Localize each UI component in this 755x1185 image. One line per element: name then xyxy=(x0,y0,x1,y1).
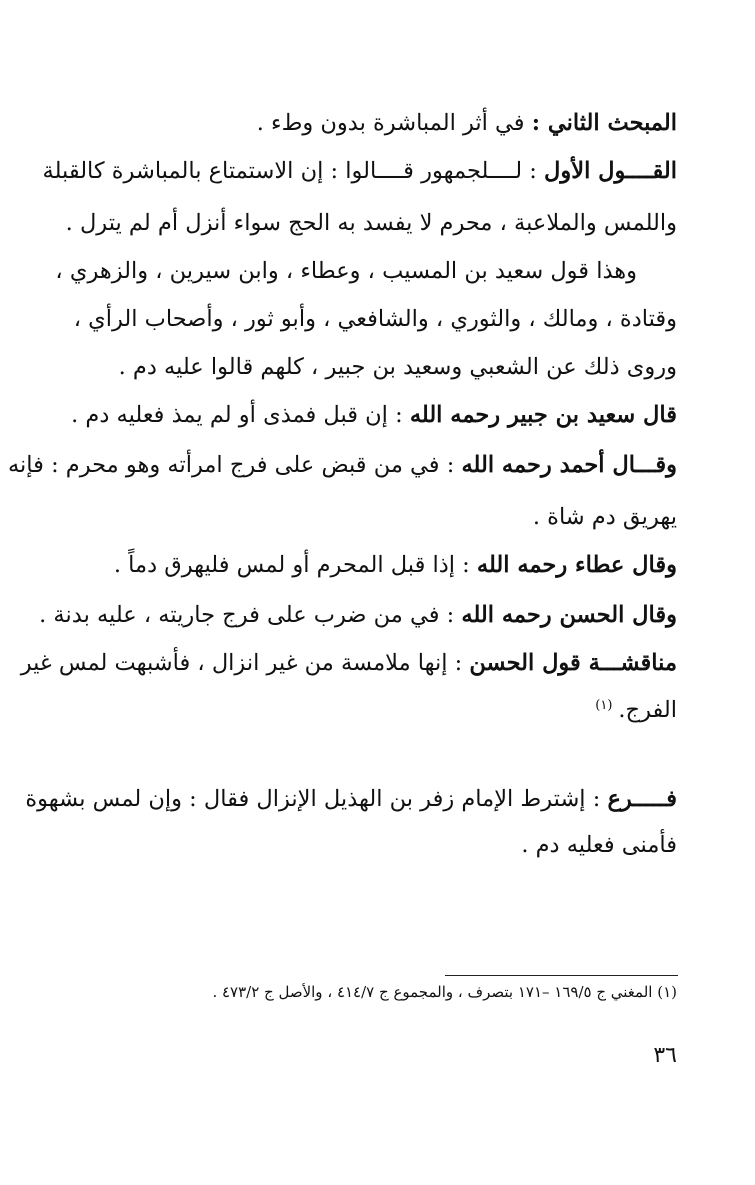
bold-heading: وقال عطاء رحمه الله xyxy=(476,552,677,578)
text-line xyxy=(77,832,677,859)
line-text: : لــــلجمهور قــــالوا : إن الاستمتاع بالمباشرة كالقبلة xyxy=(42,158,545,184)
text-line xyxy=(77,504,677,531)
line-text: : إذا قبل المحرم أو لمس فليهرق دماً . xyxy=(113,552,477,578)
text-line xyxy=(20,650,677,677)
footnote: (١) المغني ج ١٦٩/٥ –١٧١ بتصرف ، والمجموع ج ٤١٤/٧ ، والأصل ج ٤٧٣/٢ . xyxy=(212,983,677,1001)
line-text: : في من قبض على فرج امرأته وهو محرم : فإنه xyxy=(7,452,462,478)
line-text: واللمس والملاعبة ، محرم لا يفسد به الحج سواء أنزل أم لم يترل . xyxy=(65,210,677,236)
bold-heading: المبحث الثاني : xyxy=(531,110,677,136)
text-line xyxy=(55,258,677,285)
line-text: : في من ضرب على فرج جاريته ، عليه بدنة . xyxy=(39,602,462,628)
text-line xyxy=(77,552,677,579)
line-text: الفرج. xyxy=(618,697,677,723)
line-text: وقتادة ، ومالك ، والثوري ، والشافعي ، وأبو ثور ، وأصحاب الرأي ، xyxy=(73,306,677,332)
text-line xyxy=(7,452,677,479)
line-text: فأمنى فعليه دم . xyxy=(521,832,677,858)
line-text: : إنها ملامسة من غير انزال ، فأشبهت لمس غير xyxy=(20,650,470,676)
bold-heading: فـــــرع xyxy=(607,786,677,812)
bold-heading: وقال الحسن رحمه الله xyxy=(461,602,677,628)
line-text: وهذا قول سعيد بن المسيب ، وعطاء ، وابن سيرين ، والزهري ، xyxy=(55,258,637,284)
text-line xyxy=(77,697,677,724)
bold-heading: القــــول الأول xyxy=(544,158,677,184)
bold-heading: مناقشـــة قول الحسن xyxy=(469,650,677,676)
bold-heading: قال سعيد بن جبير رحمه الله xyxy=(409,402,677,428)
bold-heading: وقـــال أحمد رحمه الله xyxy=(461,452,677,478)
line-text: وروى ذلك عن الشعبي وسعيد بن جبير ، كلهم قالوا عليه دم . xyxy=(118,354,677,380)
text-line xyxy=(77,354,677,381)
footnote-marker: (١) xyxy=(595,697,613,713)
text-line xyxy=(71,402,677,429)
text-line xyxy=(77,110,677,137)
page-number: ٣٦ xyxy=(653,1043,677,1068)
text-line xyxy=(65,210,677,237)
text-line xyxy=(73,306,677,333)
line-text: : إشترط الإمام زفر بن الهذيل الإنزال فقال : وإن لمس بشهوة xyxy=(25,786,608,812)
footnote-separator xyxy=(445,975,678,976)
text-line xyxy=(39,602,677,629)
line-text: في أثر المباشرة بدون وطء . xyxy=(256,110,532,136)
text-line xyxy=(42,158,677,185)
line-text: يهريق دم شاة . xyxy=(532,504,677,530)
text-line xyxy=(25,786,677,813)
line-text: : إن قبل فمذى أو لم يمذ فعليه دم . xyxy=(71,402,410,428)
